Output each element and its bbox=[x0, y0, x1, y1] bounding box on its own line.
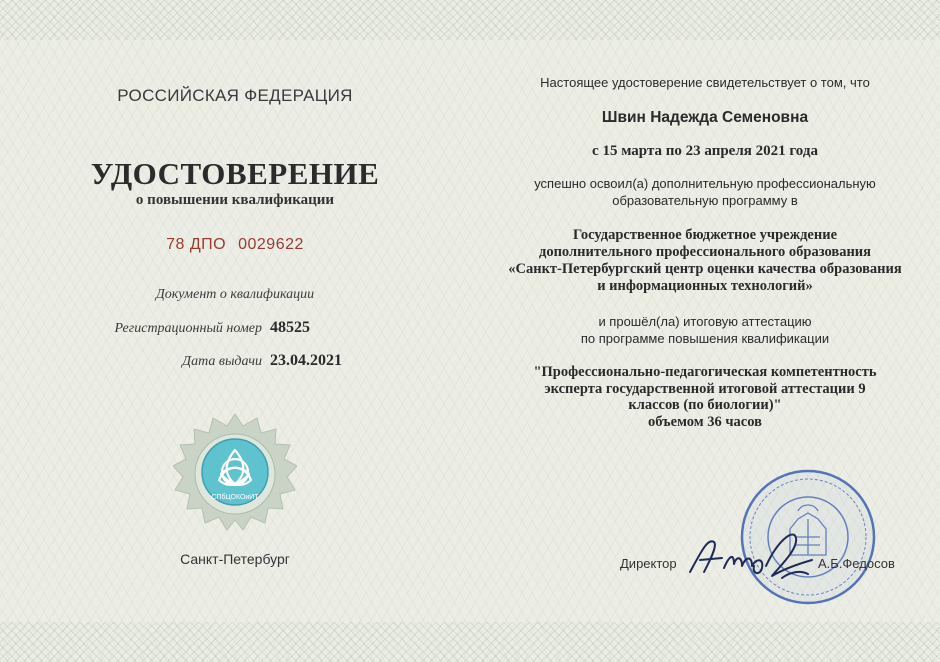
city-name: Санкт-Петербург bbox=[180, 551, 290, 567]
program-hours: объемом 36 часов bbox=[648, 413, 762, 430]
program-line: "Профессионально-педагогическая компетентность bbox=[533, 364, 877, 380]
series-code: 78 ДПО bbox=[166, 236, 227, 253]
serial-number: 0029622 bbox=[238, 236, 304, 253]
institution-line: Государственное бюджетное учреждение bbox=[572, 227, 838, 243]
intro-text: Настоящее удостоверение свидетельствует о том, что bbox=[540, 75, 870, 90]
director-signature-icon bbox=[682, 520, 822, 590]
mastered-text bbox=[470, 175, 940, 209]
issue-date-value: 23.04.2021 bbox=[270, 352, 342, 369]
director-name: А.Б.Федосов bbox=[818, 556, 895, 571]
attestation-line: и прошёл(ла) итоговую аттестацию bbox=[598, 314, 812, 329]
hologram-seal-icon bbox=[173, 412, 297, 536]
mastered-line: успешно освоил(а) дополнительную профессиональную bbox=[534, 176, 876, 191]
document-type-label: Документ о квалификации bbox=[155, 287, 315, 302]
program-line: классов (по биологии)" bbox=[628, 397, 782, 413]
director-label: Директор bbox=[620, 556, 677, 571]
registration-number-label: Регистрационный номер bbox=[114, 321, 262, 336]
attestation-text bbox=[470, 313, 940, 347]
institution-name bbox=[470, 227, 940, 295]
mastered-line: образовательную программу в bbox=[612, 193, 798, 208]
holder-name: Швин Надежда Семеновна bbox=[601, 109, 809, 126]
document-title: УДОСТОВЕРЕНИЕ bbox=[90, 156, 380, 191]
study-period: с 15 марта по 23 апреля 2021 года bbox=[592, 143, 818, 159]
seal-label: СПбЦОКОиИТ bbox=[211, 494, 259, 501]
country-name: РОССИЙСКАЯ ФЕДЕРАЦИЯ bbox=[117, 86, 353, 105]
institution-line: и информационных технологий» bbox=[597, 278, 813, 294]
institution-line: дополнительного профессионального образования bbox=[538, 244, 871, 260]
right-page bbox=[470, 0, 940, 662]
attestation-line: по программе повышения квалификации bbox=[580, 331, 830, 346]
series-number bbox=[0, 236, 470, 254]
issue-date-label: Дата выдачи bbox=[182, 354, 262, 369]
document-subtitle: о повышении квалификации bbox=[135, 192, 335, 208]
program-title bbox=[470, 364, 940, 430]
registration-number-value: 48525 bbox=[270, 319, 310, 336]
institution-line: «Санкт-Петербургский центр оценки качества образования bbox=[508, 261, 902, 277]
program-line: эксперта государственной итоговой аттестации 9 bbox=[544, 380, 866, 397]
